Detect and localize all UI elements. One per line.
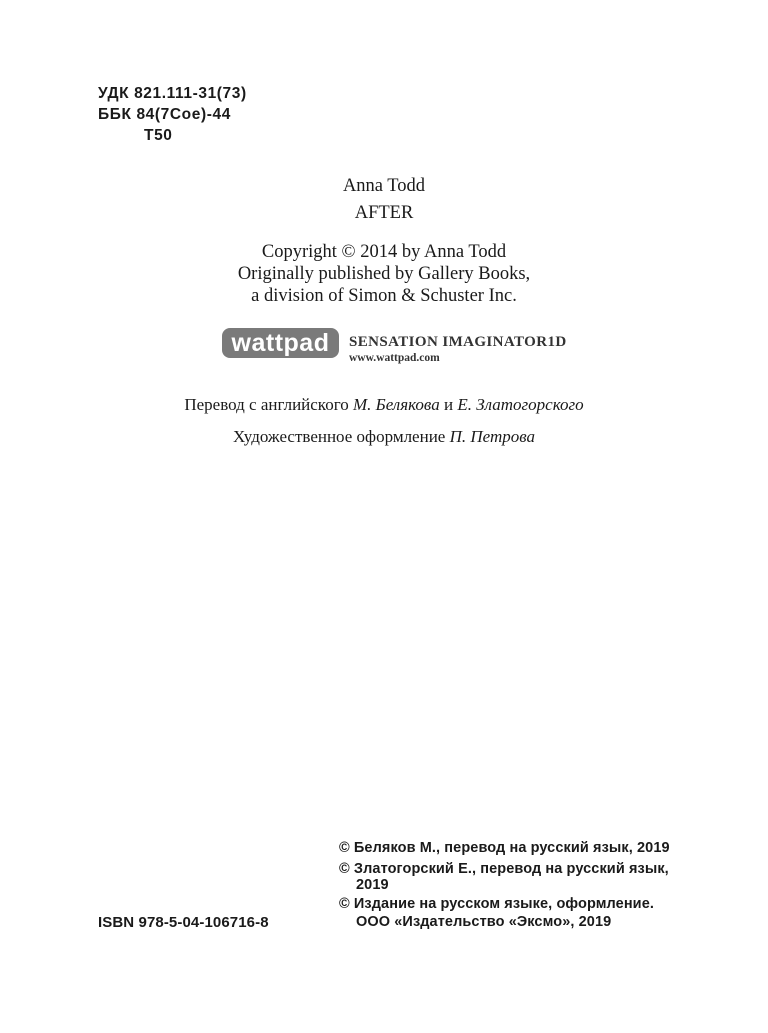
translation-prefix: Перевод с английского xyxy=(184,395,353,414)
isbn: ISBN 978-5-04-106716-8 xyxy=(98,914,269,931)
rights-line-2a: © Златогорский Е., перевод на русский язык, xyxy=(339,861,669,877)
designer: П. Петрова xyxy=(449,427,536,446)
imprint-logo: SENSATION IMAGINATOR1D xyxy=(349,334,567,350)
wattpad-logo: wattpad xyxy=(222,328,339,358)
author-name: Anna Todd xyxy=(342,176,426,196)
design-credit xyxy=(0,427,768,447)
translator-2: Е. Златогорского xyxy=(457,395,584,414)
copyright-line-2: Originally published by Gallery Books, xyxy=(237,264,531,284)
translation-credit xyxy=(0,395,768,415)
translation-join: и xyxy=(439,395,458,414)
copyright-line-1: Copyright © 2014 by Anna Todd xyxy=(261,242,507,262)
translator-1: М. Белякова xyxy=(353,395,440,414)
bbk-code: ББК 84(7Сое)-44 xyxy=(98,106,231,123)
rights-line-2b: 2019 xyxy=(356,877,389,893)
website-url: www.wattpad.com xyxy=(349,352,440,364)
author-mark: Т50 xyxy=(144,127,173,144)
copyright-line-3: a division of Simon & Schuster Inc. xyxy=(251,286,517,306)
design-prefix: Художественное оформление xyxy=(232,427,450,446)
rights-line-1: © Беляков М., перевод на русский язык, 2019 xyxy=(339,840,670,856)
udk-code: УДК 821.111-31(73) xyxy=(98,85,247,102)
book-title: AFTER xyxy=(354,203,414,223)
rights-line-3b: ООО «Издательство «Эксмо», 2019 xyxy=(356,914,612,930)
rights-line-3a: © Издание на русском языке, оформление. xyxy=(339,896,654,912)
